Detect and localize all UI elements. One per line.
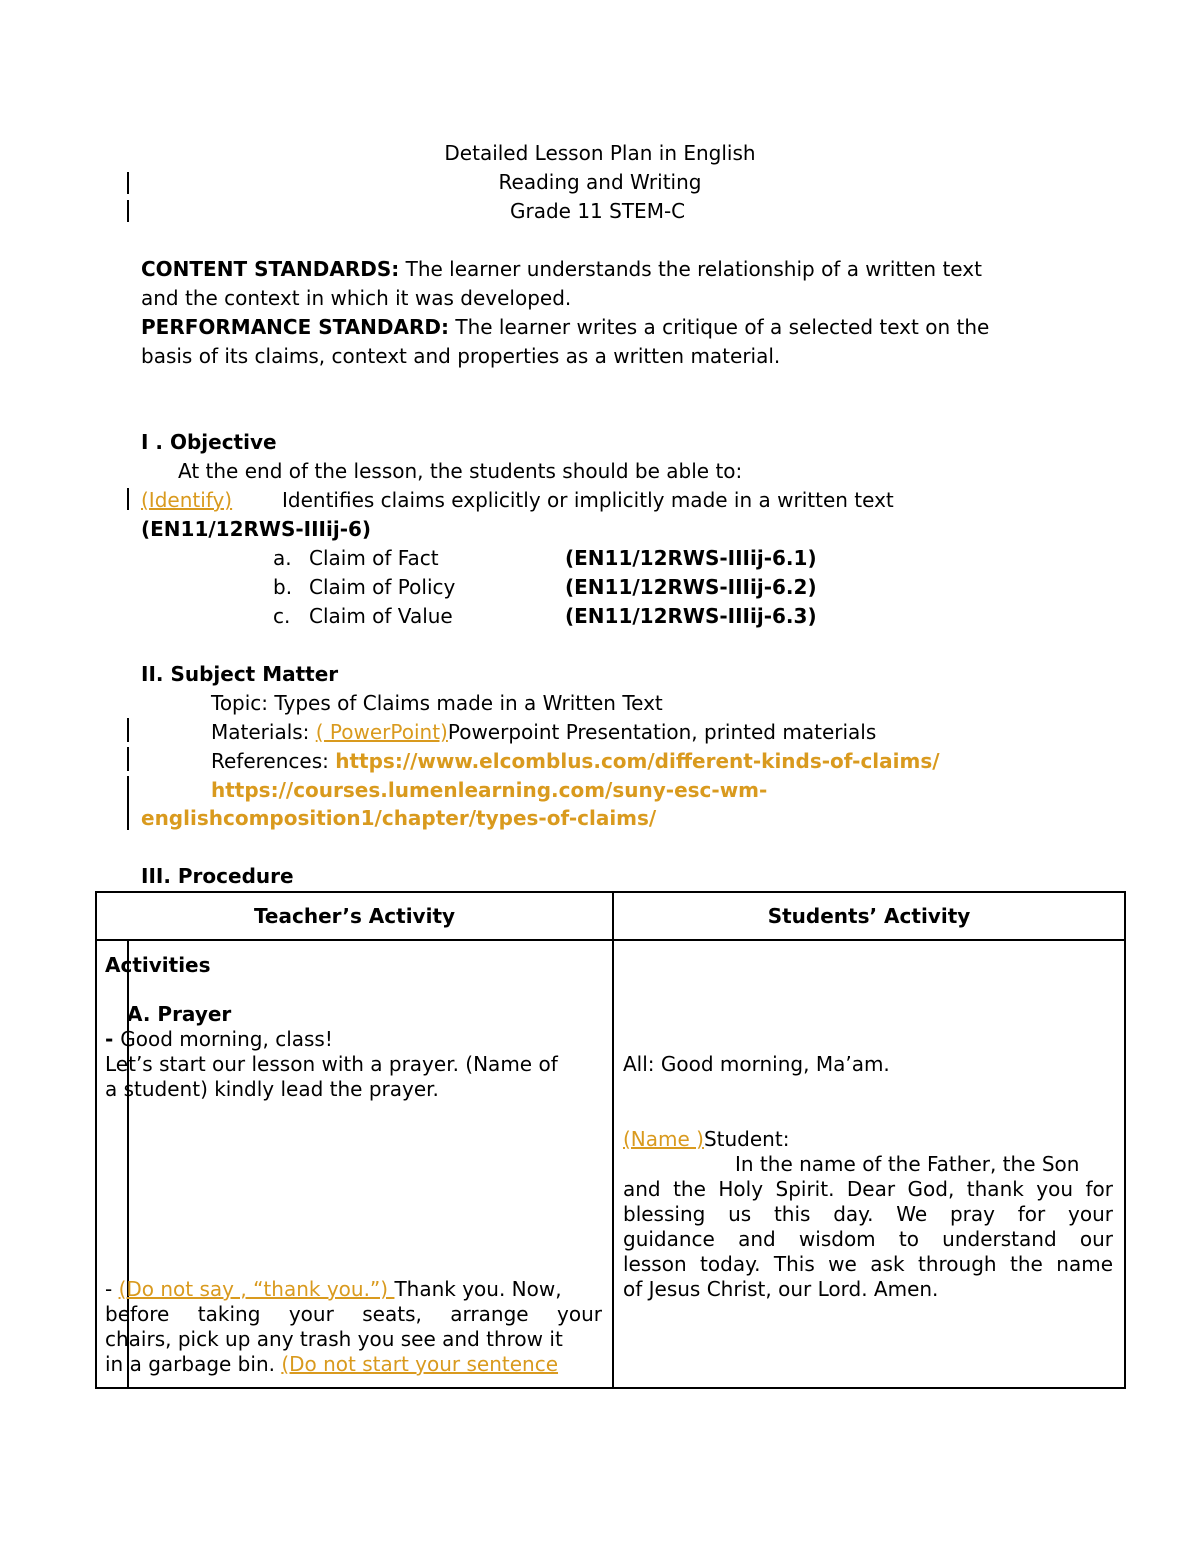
reference-link[interactable]: https://courses.lumenlearning.com/suny-esc-wm- xyxy=(211,778,768,802)
objective-heading: I . Objective xyxy=(141,430,277,454)
teacher-line: before taking your seats, arrange your xyxy=(105,1302,602,1326)
students-column-header: Students’ Activity xyxy=(613,892,1125,940)
prayer-line: blessing us this day. We pray for your xyxy=(623,1202,1113,1226)
students-greeting: All: Good morning, Ma’am. xyxy=(623,1052,890,1076)
teacher-thanks: - (Do not say , “thank you.”) Thank you. Now, xyxy=(105,1277,562,1301)
claim-label: Claim of Fact xyxy=(309,546,439,570)
procedure-table xyxy=(95,891,1126,1389)
teacher-line: Let’s start our lesson with a prayer. (Name of xyxy=(105,1052,558,1076)
change-bar xyxy=(127,718,129,742)
list-marker: c. xyxy=(273,604,291,628)
teacher-activity-cell xyxy=(96,940,613,1388)
objective-intro: At the end of the lesson, the students should be able to: xyxy=(178,459,743,483)
students-activity-cell xyxy=(613,940,1125,1388)
document-title: Detailed Lesson Plan in English xyxy=(444,141,756,165)
teacher-line-end: in a garbage bin. (Do not start your sentence xyxy=(105,1352,559,1376)
reference-link[interactable]: https://www.elcomblus.com/different-kinds-of-claims/ xyxy=(335,749,940,773)
teacher-line: a student) kindly lead the prayer. xyxy=(105,1077,439,1101)
prayer-line: of Jesus Christ, our Lord. Amen. xyxy=(623,1277,939,1301)
document-grade: Grade 11 STEM-C xyxy=(510,199,686,223)
change-bar xyxy=(127,747,129,771)
prayer-heading: A. Prayer xyxy=(127,1002,232,1026)
list-marker: b. xyxy=(273,575,293,599)
activities-heading: Activities xyxy=(105,953,211,977)
objective-code: (EN11/12RWS-IIIij-6) xyxy=(141,517,372,541)
review-comment: (Do not start your sentence xyxy=(281,1352,559,1376)
claim-code: (EN11/12RWS-IIIij-6.2) xyxy=(565,575,817,599)
performance-standard: PERFORMANCE STANDARD: The learner writes a critique of a selected text on the xyxy=(141,315,990,339)
review-comment: ( PowerPoint) xyxy=(315,720,448,744)
claim-label: Claim of Value xyxy=(309,604,453,628)
topic: Topic: Types of Claims made in a Written Text xyxy=(211,691,663,715)
content-standards-cont: and the context in which it was developed. xyxy=(141,286,572,310)
prayer-line: lesson today. This we ask through the name xyxy=(623,1252,1113,1276)
procedure-heading: III. Procedure xyxy=(141,864,294,888)
content-standards-label: CONTENT STANDARDS: xyxy=(141,257,400,281)
change-bar xyxy=(127,200,129,222)
review-comment: (Name ) xyxy=(623,1127,704,1151)
claim-label: Claim of Policy xyxy=(309,575,456,599)
change-bar xyxy=(127,776,129,830)
prayer-line: guidance and wisdom to understand our xyxy=(623,1227,1113,1251)
claim-code: (EN11/12RWS-IIIij-6.1) xyxy=(565,546,817,570)
document-subject: Reading and Writing xyxy=(498,170,702,194)
teacher-line: chairs, pick up any trash you see and throw it xyxy=(105,1327,563,1351)
list-marker: a. xyxy=(273,546,292,570)
student-prayer-label: (Name )Student: xyxy=(623,1127,790,1151)
reference-link[interactable]: englishcomposition1/chapter/types-of-claims/ xyxy=(141,806,657,830)
review-comment: (Do not say , “thank you.”) xyxy=(118,1277,395,1301)
references: References: https://www.elcomblus.com/different-kinds-of-claims/ xyxy=(211,749,940,773)
performance-standard-label: PERFORMANCE STANDARD: xyxy=(141,315,449,339)
content-standards: CONTENT STANDARDS: The learner understands the relationship of a written text xyxy=(141,257,982,281)
change-bar xyxy=(127,488,129,510)
objective-statement: Identifies claims explicitly or implicitly made in a written text xyxy=(282,488,894,512)
performance-standard-cont: basis of its claims, context and properties as a written material. xyxy=(141,344,781,368)
claim-code: (EN11/12RWS-IIIij-6.3) xyxy=(565,604,817,628)
prayer-line: In the name of the Father, the Son xyxy=(735,1152,1080,1176)
teacher-greeting: - Good morning, class! xyxy=(105,1027,333,1051)
subject-matter-heading: II. Subject Matter xyxy=(141,662,339,686)
teacher-column-header: Teacher’s Activity xyxy=(96,892,613,940)
prayer-line: and the Holy Spirit. Dear God, thank you for xyxy=(623,1177,1113,1201)
materials: Materials: ( PowerPoint)Powerpoint Presentation, printed materials xyxy=(211,720,877,744)
review-comment: (Identify) xyxy=(141,488,233,512)
